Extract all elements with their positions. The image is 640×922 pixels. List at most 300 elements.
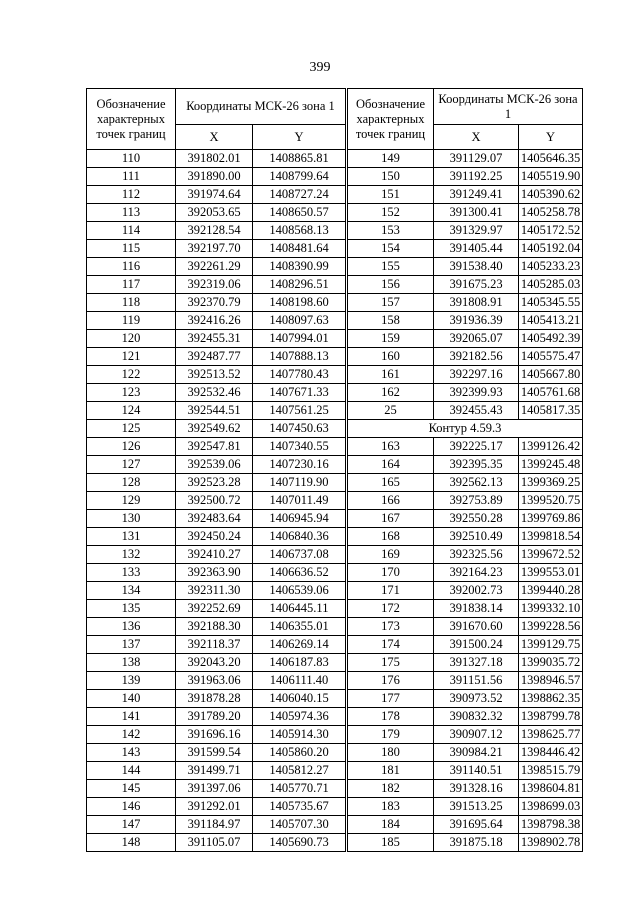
- point-id-cell: 156: [348, 276, 434, 294]
- x-coordinate-cell: 391397.06: [176, 780, 253, 798]
- table-row: [87, 654, 346, 672]
- point-id-cell: 125: [87, 420, 176, 438]
- point-id-cell: 159: [348, 330, 434, 348]
- point-id-cell: 121: [87, 348, 176, 366]
- point-id-cell: 122: [87, 366, 176, 384]
- x-coordinate-cell: 392455.31: [176, 330, 253, 348]
- point-id-cell: 143: [87, 744, 176, 762]
- y-coordinate-cell: 1406539.06: [253, 582, 346, 600]
- x-coordinate-cell: 391249.41: [434, 186, 519, 204]
- table-row: [348, 348, 583, 366]
- x-coordinate-cell: 392395.35: [434, 456, 519, 474]
- point-id-cell: 126: [87, 438, 176, 456]
- table-row: [87, 384, 346, 402]
- point-id-cell: 25: [348, 402, 434, 420]
- table-row: [348, 600, 583, 618]
- y-coordinate-cell: 1408481.64: [253, 240, 346, 258]
- y-coordinate-cell: 1406355.01: [253, 618, 346, 636]
- point-id-cell: 134: [87, 582, 176, 600]
- x-header: X: [176, 125, 253, 150]
- table-row: [87, 474, 346, 492]
- y-coordinate-cell: 1399228.56: [519, 618, 583, 636]
- point-id-cell: 171: [348, 582, 434, 600]
- point-id-cell: 169: [348, 546, 434, 564]
- y-coordinate-cell: 1405172.52: [519, 222, 583, 240]
- table-row: [348, 258, 583, 276]
- y-coordinate-cell: 1406945.94: [253, 510, 346, 528]
- table-row: [348, 708, 583, 726]
- x-coordinate-cell: 391151.56: [434, 672, 519, 690]
- table-row: [348, 798, 583, 816]
- point-id-cell: 128: [87, 474, 176, 492]
- table-row: [348, 402, 583, 420]
- x-coordinate-cell: 391890.00: [176, 168, 253, 186]
- point-id-cell: 163: [348, 438, 434, 456]
- x-coordinate-cell: 391875.18: [434, 834, 519, 852]
- point-id-cell: 167: [348, 510, 434, 528]
- y-header: Y: [253, 125, 346, 150]
- coordinates-table-left: [86, 88, 346, 852]
- point-id-cell: 132: [87, 546, 176, 564]
- table-row: [87, 168, 346, 186]
- point-id-cell: 154: [348, 240, 434, 258]
- point-id-cell: 147: [87, 816, 176, 834]
- y-coordinate-cell: 1407671.33: [253, 384, 346, 402]
- point-id-cell: 119: [87, 312, 176, 330]
- y-coordinate-cell: 1399245.48: [519, 456, 583, 474]
- y-coordinate-cell: 1405192.04: [519, 240, 583, 258]
- x-coordinate-cell: 391808.91: [434, 294, 519, 312]
- point-id-cell: 110: [87, 150, 176, 168]
- table-row: [87, 816, 346, 834]
- x-coordinate-cell: 391328.16: [434, 780, 519, 798]
- y-coordinate-cell: 1405770.71: [253, 780, 346, 798]
- point-id-cell: 178: [348, 708, 434, 726]
- coordinates-header: Координаты МСК-26 зона 1: [176, 89, 346, 125]
- x-coordinate-cell: 391184.97: [176, 816, 253, 834]
- y-coordinate-cell: 1408650.57: [253, 204, 346, 222]
- x-coordinate-cell: 392188.30: [176, 618, 253, 636]
- table-row: [348, 510, 583, 528]
- coordinates-table-right: [347, 88, 583, 852]
- table-row: [87, 456, 346, 474]
- point-id-cell: 116: [87, 258, 176, 276]
- y-coordinate-cell: 1406111.40: [253, 672, 346, 690]
- point-id-cell: 185: [348, 834, 434, 852]
- y-coordinate-cell: 1398699.03: [519, 798, 583, 816]
- x-coordinate-cell: 391140.51: [434, 762, 519, 780]
- y-coordinate-cell: 1398946.57: [519, 672, 583, 690]
- table-row: [87, 690, 346, 708]
- x-coordinate-cell: 392363.90: [176, 564, 253, 582]
- table-row: [348, 780, 583, 798]
- y-coordinate-cell: 1408865.81: [253, 150, 346, 168]
- point-id-cell: 150: [348, 168, 434, 186]
- x-coordinate-cell: 391878.28: [176, 690, 253, 708]
- table-row: [87, 186, 346, 204]
- point-id-cell: 181: [348, 762, 434, 780]
- y-coordinate-cell: 1399769.86: [519, 510, 583, 528]
- y-coordinate-cell: 1398515.79: [519, 762, 583, 780]
- x-coordinate-cell: 391513.25: [434, 798, 519, 816]
- x-coordinate-cell: 392753.89: [434, 492, 519, 510]
- y-coordinate-cell: 1408097.63: [253, 312, 346, 330]
- point-id-cell: 179: [348, 726, 434, 744]
- x-coordinate-cell: 392164.23: [434, 564, 519, 582]
- y-coordinate-cell: 1405667.80: [519, 366, 583, 384]
- point-id-cell: 148: [87, 834, 176, 852]
- y-coordinate-cell: 1407994.01: [253, 330, 346, 348]
- y-header: Y: [519, 125, 583, 150]
- table-row: [87, 438, 346, 456]
- table-row: [348, 366, 583, 384]
- x-coordinate-cell: 392455.43: [434, 402, 519, 420]
- x-coordinate-cell: 392197.70: [176, 240, 253, 258]
- y-coordinate-cell: 1408390.99: [253, 258, 346, 276]
- y-coordinate-cell: 1407119.90: [253, 474, 346, 492]
- y-coordinate-cell: 1406187.83: [253, 654, 346, 672]
- x-coordinate-cell: 392500.72: [176, 492, 253, 510]
- table-row: [87, 636, 346, 654]
- point-id-cell: 162: [348, 384, 434, 402]
- y-coordinate-cell: 1406636.52: [253, 564, 346, 582]
- y-coordinate-cell: 1399129.75: [519, 636, 583, 654]
- y-coordinate-cell: 1398862.35: [519, 690, 583, 708]
- table-row: [348, 816, 583, 834]
- y-coordinate-cell: 1406840.36: [253, 528, 346, 546]
- table-row: [87, 564, 346, 582]
- y-coordinate-cell: 1405575.47: [519, 348, 583, 366]
- x-coordinate-cell: 391675.23: [434, 276, 519, 294]
- y-coordinate-cell: 1405735.67: [253, 798, 346, 816]
- y-coordinate-cell: 1406737.08: [253, 546, 346, 564]
- table-row: [348, 312, 583, 330]
- x-coordinate-cell: 392399.93: [434, 384, 519, 402]
- point-id-cell: 180: [348, 744, 434, 762]
- point-id-cell: 168: [348, 528, 434, 546]
- y-coordinate-cell: 1405390.62: [519, 186, 583, 204]
- x-coordinate-cell: 391670.60: [434, 618, 519, 636]
- table-row: [348, 240, 583, 258]
- point-id-cell: 160: [348, 348, 434, 366]
- point-designation-header: Обозначение характерных точек границ: [348, 89, 434, 150]
- table-row: [348, 762, 583, 780]
- x-coordinate-cell: 391500.24: [434, 636, 519, 654]
- y-coordinate-cell: 1407340.55: [253, 438, 346, 456]
- point-designation-header: Обозначение характерных точек границ: [87, 89, 176, 150]
- point-id-cell: 165: [348, 474, 434, 492]
- x-coordinate-cell: 392065.07: [434, 330, 519, 348]
- point-id-cell: 152: [348, 204, 434, 222]
- point-id-cell: 149: [348, 150, 434, 168]
- y-coordinate-cell: 1399818.54: [519, 528, 583, 546]
- x-coordinate-cell: 392483.64: [176, 510, 253, 528]
- point-id-cell: 155: [348, 258, 434, 276]
- table-row: [87, 762, 346, 780]
- point-id-cell: 135: [87, 600, 176, 618]
- table-row: [87, 780, 346, 798]
- point-id-cell: 141: [87, 708, 176, 726]
- point-id-cell: 114: [87, 222, 176, 240]
- table-row: [87, 492, 346, 510]
- x-coordinate-cell: 391696.16: [176, 726, 253, 744]
- y-coordinate-cell: 1406269.14: [253, 636, 346, 654]
- table-row: [87, 618, 346, 636]
- x-coordinate-cell: 392523.28: [176, 474, 253, 492]
- table-row: [87, 420, 346, 438]
- table-row: [348, 204, 583, 222]
- x-coordinate-cell: 392532.46: [176, 384, 253, 402]
- point-id-cell: 176: [348, 672, 434, 690]
- table-row: [87, 672, 346, 690]
- y-coordinate-cell: 1405812.27: [253, 762, 346, 780]
- coordinates-header: Координаты МСК-26 зона 1: [434, 89, 583, 125]
- y-coordinate-cell: 1407450.63: [253, 420, 346, 438]
- y-coordinate-cell: 1405914.30: [253, 726, 346, 744]
- x-header: X: [434, 125, 519, 150]
- y-coordinate-cell: 1405860.20: [253, 744, 346, 762]
- y-coordinate-cell: 1398625.77: [519, 726, 583, 744]
- table-row: [348, 438, 583, 456]
- x-coordinate-cell: 392416.26: [176, 312, 253, 330]
- x-coordinate-cell: 391789.20: [176, 708, 253, 726]
- y-coordinate-cell: 1406445.11: [253, 600, 346, 618]
- y-coordinate-cell: 1405413.21: [519, 312, 583, 330]
- x-coordinate-cell: 391405.44: [434, 240, 519, 258]
- table-row: [348, 672, 583, 690]
- y-coordinate-cell: 1406040.15: [253, 690, 346, 708]
- point-id-cell: 127: [87, 456, 176, 474]
- table-row: [348, 492, 583, 510]
- x-coordinate-cell: 392510.49: [434, 528, 519, 546]
- y-coordinate-cell: 1407230.16: [253, 456, 346, 474]
- y-coordinate-cell: 1405690.73: [253, 834, 346, 852]
- table-row: [348, 474, 583, 492]
- table-row: [348, 222, 583, 240]
- x-coordinate-cell: 392252.69: [176, 600, 253, 618]
- point-id-cell: 172: [348, 600, 434, 618]
- table-row: [348, 564, 583, 582]
- table-row: [348, 294, 583, 312]
- x-coordinate-cell: 392513.52: [176, 366, 253, 384]
- point-id-cell: 164: [348, 456, 434, 474]
- y-coordinate-cell: 1408568.13: [253, 222, 346, 240]
- table-row: [348, 168, 583, 186]
- x-coordinate-cell: 391105.07: [176, 834, 253, 852]
- y-coordinate-cell: 1398604.81: [519, 780, 583, 798]
- x-coordinate-cell: 391802.01: [176, 150, 253, 168]
- table-row: [87, 294, 346, 312]
- table-row: [87, 240, 346, 258]
- x-coordinate-cell: 392325.56: [434, 546, 519, 564]
- table-row: [87, 834, 346, 852]
- table-row: [348, 456, 583, 474]
- table-row: [87, 366, 346, 384]
- x-coordinate-cell: 391499.71: [176, 762, 253, 780]
- x-coordinate-cell: 392182.56: [434, 348, 519, 366]
- table-row: [87, 330, 346, 348]
- point-id-cell: 124: [87, 402, 176, 420]
- x-coordinate-cell: 391538.40: [434, 258, 519, 276]
- point-id-cell: 144: [87, 762, 176, 780]
- table-row: [348, 528, 583, 546]
- y-coordinate-cell: 1398902.78: [519, 834, 583, 852]
- y-coordinate-cell: 1405646.35: [519, 150, 583, 168]
- table-row: [348, 618, 583, 636]
- y-coordinate-cell: 1405519.90: [519, 168, 583, 186]
- point-id-cell: 184: [348, 816, 434, 834]
- table-row: [348, 834, 583, 852]
- table-row: [87, 744, 346, 762]
- point-id-cell: 142: [87, 726, 176, 744]
- table-row: [87, 402, 346, 420]
- y-coordinate-cell: 1399520.75: [519, 492, 583, 510]
- table-row: [87, 510, 346, 528]
- point-id-cell: 183: [348, 798, 434, 816]
- table-row: [348, 150, 583, 168]
- point-id-cell: 113: [87, 204, 176, 222]
- y-coordinate-cell: 1399035.72: [519, 654, 583, 672]
- x-coordinate-cell: 392544.51: [176, 402, 253, 420]
- x-coordinate-cell: 391129.07: [434, 150, 519, 168]
- table-row: [87, 528, 346, 546]
- x-coordinate-cell: 392311.30: [176, 582, 253, 600]
- table-row: [87, 312, 346, 330]
- table-row: [87, 582, 346, 600]
- point-id-cell: 136: [87, 618, 176, 636]
- x-coordinate-cell: 391292.01: [176, 798, 253, 816]
- y-coordinate-cell: 1408727.24: [253, 186, 346, 204]
- y-coordinate-cell: 1407011.49: [253, 492, 346, 510]
- point-id-cell: 182: [348, 780, 434, 798]
- point-id-cell: 111: [87, 168, 176, 186]
- x-coordinate-cell: 390973.52: [434, 690, 519, 708]
- table-row: [87, 204, 346, 222]
- x-coordinate-cell: 392410.27: [176, 546, 253, 564]
- point-id-cell: 151: [348, 186, 434, 204]
- x-coordinate-cell: 392118.37: [176, 636, 253, 654]
- x-coordinate-cell: 390984.21: [434, 744, 519, 762]
- x-coordinate-cell: 391963.06: [176, 672, 253, 690]
- y-coordinate-cell: 1405285.03: [519, 276, 583, 294]
- table-row: [87, 222, 346, 240]
- x-coordinate-cell: 391599.54: [176, 744, 253, 762]
- point-id-cell: 115: [87, 240, 176, 258]
- y-coordinate-cell: 1405345.55: [519, 294, 583, 312]
- x-coordinate-cell: 392225.17: [434, 438, 519, 456]
- point-id-cell: 129: [87, 492, 176, 510]
- y-coordinate-cell: 1398798.38: [519, 816, 583, 834]
- point-id-cell: 131: [87, 528, 176, 546]
- table-row: [348, 276, 583, 294]
- point-id-cell: 174: [348, 636, 434, 654]
- point-id-cell: 123: [87, 384, 176, 402]
- x-coordinate-cell: 392562.13: [434, 474, 519, 492]
- point-id-cell: 117: [87, 276, 176, 294]
- table-row: [87, 798, 346, 816]
- point-id-cell: 170: [348, 564, 434, 582]
- x-coordinate-cell: 391695.64: [434, 816, 519, 834]
- y-coordinate-cell: 1405258.78: [519, 204, 583, 222]
- y-coordinate-cell: 1408799.64: [253, 168, 346, 186]
- y-coordinate-cell: 1405492.39: [519, 330, 583, 348]
- x-coordinate-cell: 390907.12: [434, 726, 519, 744]
- table-row: [87, 258, 346, 276]
- y-coordinate-cell: 1408198.60: [253, 294, 346, 312]
- x-coordinate-cell: 392487.77: [176, 348, 253, 366]
- x-coordinate-cell: 392128.54: [176, 222, 253, 240]
- point-id-cell: 133: [87, 564, 176, 582]
- point-id-cell: 145: [87, 780, 176, 798]
- table-row: [348, 636, 583, 654]
- contour-row: [348, 420, 583, 438]
- x-coordinate-cell: 392261.29: [176, 258, 253, 276]
- point-id-cell: 166: [348, 492, 434, 510]
- point-id-cell: 177: [348, 690, 434, 708]
- table-row: [87, 708, 346, 726]
- table-row: [348, 330, 583, 348]
- table-row: [348, 654, 583, 672]
- y-coordinate-cell: 1408296.51: [253, 276, 346, 294]
- table-row: [87, 150, 346, 168]
- point-id-cell: 118: [87, 294, 176, 312]
- y-coordinate-cell: 1399440.28: [519, 582, 583, 600]
- x-coordinate-cell: 391329.97: [434, 222, 519, 240]
- x-coordinate-cell: 392450.24: [176, 528, 253, 546]
- table-row: [348, 186, 583, 204]
- x-coordinate-cell: 392539.06: [176, 456, 253, 474]
- y-coordinate-cell: 1399332.10: [519, 600, 583, 618]
- point-id-cell: 140: [87, 690, 176, 708]
- x-coordinate-cell: 392547.81: [176, 438, 253, 456]
- table-row: [87, 276, 346, 294]
- y-coordinate-cell: 1407780.43: [253, 366, 346, 384]
- x-coordinate-cell: 391936.39: [434, 312, 519, 330]
- table-row: [348, 744, 583, 762]
- table-row: [348, 690, 583, 708]
- x-coordinate-cell: 392297.16: [434, 366, 519, 384]
- point-id-cell: 146: [87, 798, 176, 816]
- contour-label: Контур 4.59.3: [348, 420, 583, 438]
- point-id-cell: 161: [348, 366, 434, 384]
- point-id-cell: 157: [348, 294, 434, 312]
- x-coordinate-cell: 392053.65: [176, 204, 253, 222]
- table-row: [87, 726, 346, 744]
- x-coordinate-cell: 391327.18: [434, 654, 519, 672]
- x-coordinate-cell: 392549.62: [176, 420, 253, 438]
- point-id-cell: 138: [87, 654, 176, 672]
- x-coordinate-cell: 391838.14: [434, 600, 519, 618]
- y-coordinate-cell: 1405817.35: [519, 402, 583, 420]
- x-coordinate-cell: 391300.41: [434, 204, 519, 222]
- x-coordinate-cell: 392370.79: [176, 294, 253, 312]
- table-row: [348, 582, 583, 600]
- x-coordinate-cell: 391192.25: [434, 168, 519, 186]
- table-row: [87, 546, 346, 564]
- table-row: [348, 384, 583, 402]
- y-coordinate-cell: 1405761.68: [519, 384, 583, 402]
- y-coordinate-cell: 1399672.52: [519, 546, 583, 564]
- table-row: [348, 726, 583, 744]
- y-coordinate-cell: 1398799.78: [519, 708, 583, 726]
- x-coordinate-cell: 392319.06: [176, 276, 253, 294]
- point-id-cell: 153: [348, 222, 434, 240]
- y-coordinate-cell: 1399369.25: [519, 474, 583, 492]
- point-id-cell: 112: [87, 186, 176, 204]
- x-coordinate-cell: 392002.73: [434, 582, 519, 600]
- point-id-cell: 120: [87, 330, 176, 348]
- y-coordinate-cell: 1407888.13: [253, 348, 346, 366]
